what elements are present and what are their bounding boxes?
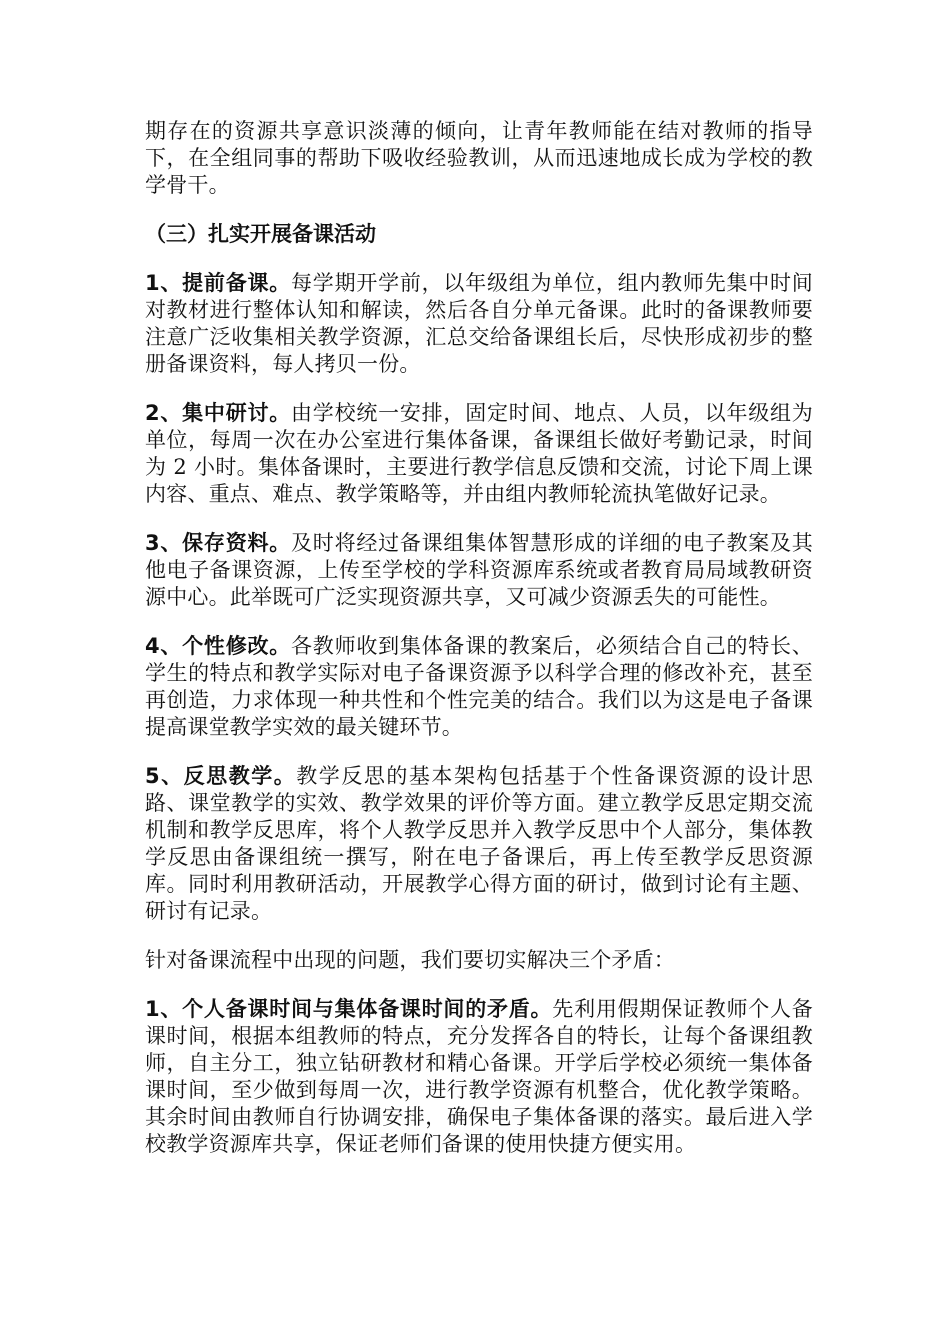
section-heading: （三）扎实开展备课活动 bbox=[145, 222, 376, 246]
item-lead: 3、保存资料。 bbox=[145, 531, 292, 555]
item-lead: 5、反思教学。 bbox=[145, 764, 297, 788]
paragraph-item-1 bbox=[145, 270, 813, 378]
paragraph-text: 及时将经过备课组集体智慧形成的详细的电子教案及其他电子备课资源，上传至学校的学科资源库系统或者教育局局域教研资源中心。此举既可广泛实现资源共享，又可减少资源丢失的可能性。 bbox=[145, 531, 813, 609]
paragraph-text: 各教师收到集体备课的教案后，必须结合自己的特长、学生的特点和教学实际对电子备课资源予以科学合理的修改补充，甚至再创造，力求体现一种共性和个性完美的结合。我们以为这是电子备课提高课堂教学实效的最关键环节。 bbox=[145, 634, 813, 739]
paragraph-conflict-1 bbox=[145, 996, 813, 1158]
paragraph-problems bbox=[145, 947, 813, 974]
document-page bbox=[145, 118, 813, 1180]
item-lead: 1、个人备课时间与集体备课时间的矛盾。 bbox=[145, 997, 553, 1021]
paragraph-text: 先利用假期保证教师个人备课时间，根据本组教师的特点，充分发挥各自的特长，让每个备课组教师，自主分工，独立钻研教材和精心备课。开学后学校必须统一集体备课时间，至少做到每周一次，进行教学资源有机整合，优化教学策略。其余时间由教师自行协调安排，确保电子集体备课的落实。最后进入学校教学资源库共享，保证老师们备课的使用快捷方便实用。 bbox=[145, 997, 813, 1156]
paragraph-text: 由学校统一安排，固定时间、地点、人员，以年级组为单位，每周一次在办公室进行集体备课，备课组长做好考勤记录，时间为 2 小时。集体备课时，主要进行教学信息反馈和交流，讨论下周上课内容、重点、难点、教学策略等，并由组内教师轮流执笔做好记录。 bbox=[145, 401, 813, 506]
paragraph-text: 每学期开学前，以年级组为单位，组内教师先集中时间对教材进行整体认知和解读，然后各自分单元备课。此时的备课教师要注意广泛收集相关教学资源，汇总交给备课组长后，尽快形成初步的整册备课资料，每人拷贝一份。 bbox=[145, 271, 813, 376]
paragraph-intro bbox=[145, 118, 813, 199]
paragraph-text: 期存在的资源共享意识淡薄的倾向，让青年教师能在结对教师的指导下，在全组同事的帮助下吸收经验教训，从而迅速地成长成为学校的教学骨干。 bbox=[145, 119, 813, 197]
paragraph-item-3 bbox=[145, 530, 813, 611]
paragraph-item-2 bbox=[145, 400, 813, 508]
item-lead: 4、个性修改。 bbox=[145, 634, 292, 658]
paragraph-item-5 bbox=[145, 763, 813, 925]
paragraph-text: 针对备课流程中出现的问题，我们要切实解决三个矛盾： bbox=[145, 948, 675, 972]
paragraph-item-4 bbox=[145, 633, 813, 741]
item-lead: 1、提前备课。 bbox=[145, 271, 292, 295]
paragraph-text: 教学反思的基本架构包括基于个性备课资源的设计思路、课堂教学的实效、教学效果的评价等方面。建立教学反思定期交流机制和教学反思库，将个人教学反思并入教学反思中个人部分，集体教学反思由备课组统一撰写，附在电子备课后，再上传至教学反思资源库。同时利用教研活动，开展教学心得方面的研讨，做到讨论有主题、研讨有记录。 bbox=[145, 764, 813, 923]
item-lead: 2、集中研讨。 bbox=[145, 401, 292, 425]
